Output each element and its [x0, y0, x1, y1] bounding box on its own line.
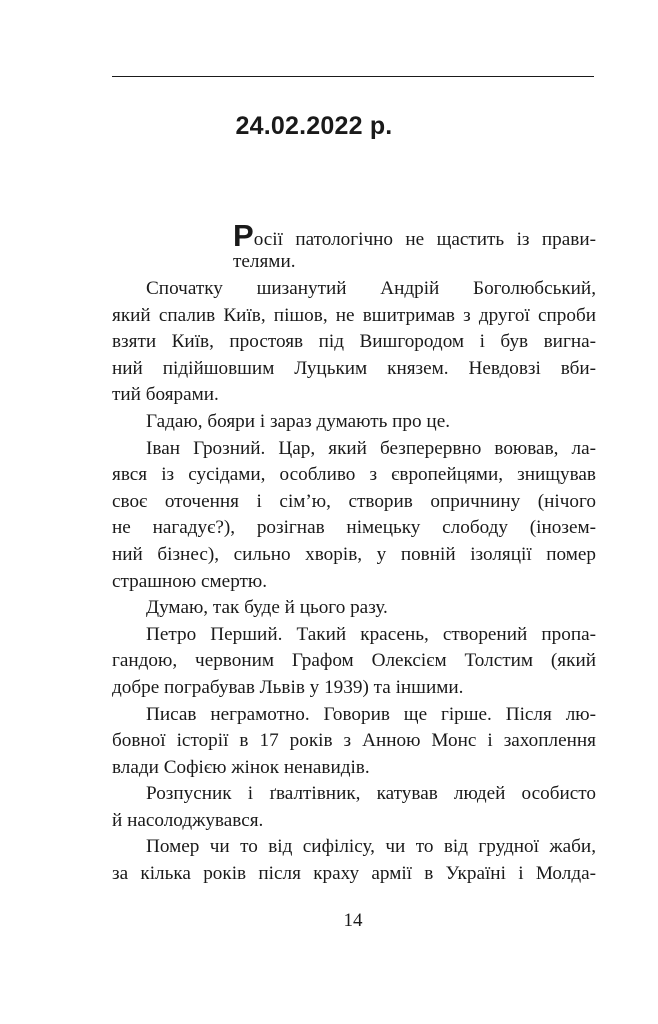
text-line: ний бізнес), сильно хворів, у повній ізоляції помер	[112, 543, 596, 565]
text-line: гандою, червоним Графом Олексієм Толстим (який	[112, 650, 596, 672]
text-line: який спалив Київ, пішов, не вшитримав з другої спроби	[112, 304, 596, 326]
text-line: ний підійшовшим Луцьким князем. Невдовзі вби-	[112, 357, 596, 379]
text-line: Писав неграмотно. Говорив ще гірше. Після лю-	[146, 703, 596, 725]
opening-line-2: телями.	[233, 251, 296, 272]
text-line: за кілька років після краху армії в Україні і Молда-	[112, 863, 596, 885]
text-line: Помер чи то від сифілісу, чи то від грудної жаби,	[146, 836, 596, 858]
text-line: й насолоджувався.	[112, 809, 264, 831]
text-line: взяти Київ, простояв під Вишгородом і був вигна-	[112, 331, 596, 353]
drop-cap: Р	[233, 218, 254, 253]
page-number: 14	[343, 910, 363, 931]
text-line: бовної історії в 17 років з Анною Монс і захоплення	[112, 730, 596, 752]
text-line: Розпусник і ґвалтівник, катував людей особисто	[146, 783, 596, 805]
chapter-date-heading: 24.02.2022 р.	[235, 112, 393, 140]
text-line: явся із сусідами, особливо з європейцями, знищував	[112, 464, 596, 486]
text-line: не нагадує?), розігнав німецьку слободу (інозем-	[112, 517, 596, 539]
text-line: Спочатку шизанутий Андрій Боголюбський,	[146, 278, 596, 299]
text-line: влади Софією жінок ненавидів.	[112, 756, 370, 778]
text-line: Думаю, так буде й цього разу.	[146, 597, 388, 619]
text-line: Петро Перший. Такий красень, створений пропа-	[146, 623, 596, 645]
text-line: Іван Грозний. Цар, який безперервно воював, ла-	[146, 437, 596, 459]
text-line: страшною смертю.	[112, 570, 268, 592]
opening-paragraph	[112, 215, 596, 276]
text-line: тий боярами.	[112, 384, 219, 406]
page-body	[112, 215, 596, 888]
text-line: добре пограбував Львів у 1939) та іншими.	[112, 676, 464, 698]
text-line: Гадаю, бояри і зараз думають про це.	[146, 410, 451, 432]
text-line: своє оточення і сім’ю, створив опричнину (нічого	[112, 490, 596, 512]
text-lines	[112, 276, 596, 888]
opening-line-1-text: осії патологічно не щастить із прави-	[253, 229, 596, 250]
header-rule	[112, 76, 594, 77]
